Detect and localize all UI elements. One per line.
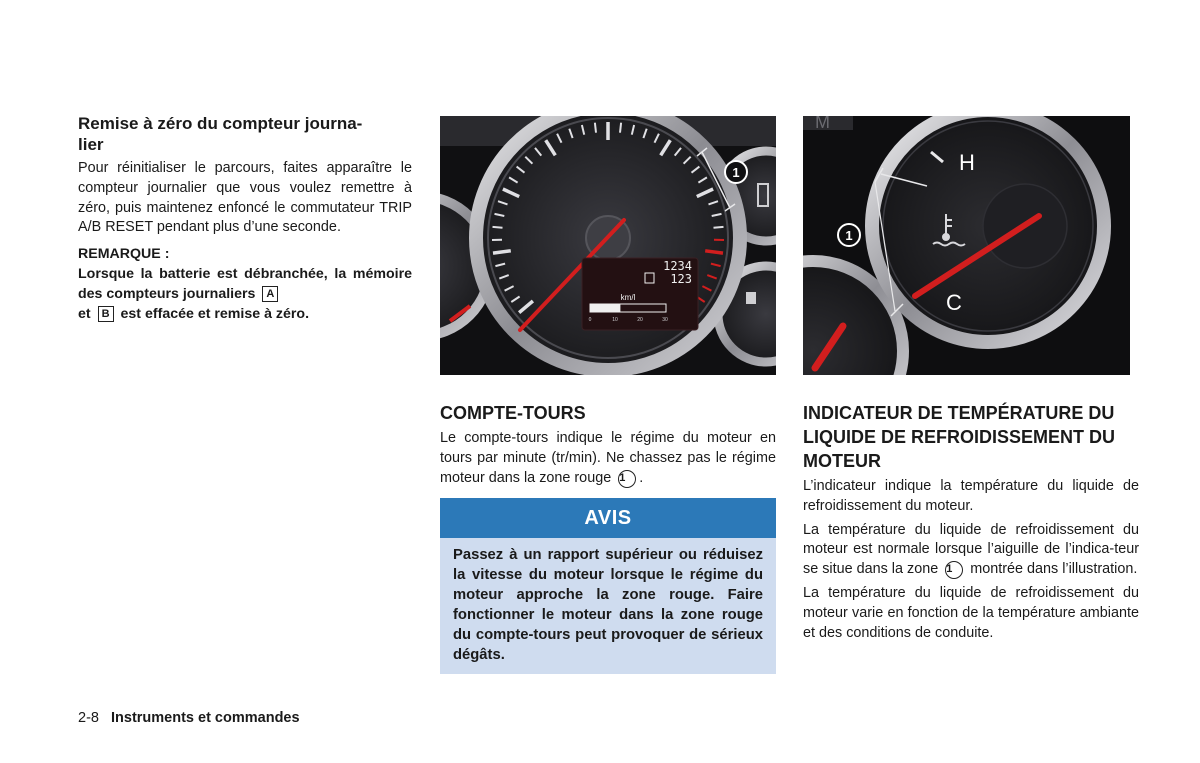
odometer-value: 1234 xyxy=(663,259,692,273)
warning-title: AVIS xyxy=(440,498,776,538)
ref-box-b: B xyxy=(98,306,114,322)
note-and: et xyxy=(78,306,91,323)
left-column xyxy=(78,113,412,324)
scale-label-10: 10 xyxy=(612,317,618,323)
temperature-gauge-illustration xyxy=(803,116,1130,375)
tachometer-text-end: . xyxy=(639,469,644,486)
scale-label-0: 0 xyxy=(588,317,592,323)
note-text-2: est effacée et remise à zéro. xyxy=(120,306,310,323)
coolant-paragraph-3: La température du liquide de refroidissement du moteur varie en fonction de la température ambiante et des conditions de conduite. xyxy=(803,584,1139,641)
trip-reset-heading-line1: Remise à zéro du compteur journa- xyxy=(78,114,363,133)
trip-reset-heading-line2: lier xyxy=(78,135,104,154)
middle-column xyxy=(440,116,776,674)
tick-mark xyxy=(705,251,723,253)
tick-mark xyxy=(493,227,503,228)
coolant-paragraph-2-end: montrée dans l’illustration. xyxy=(970,561,1138,578)
tick-mark xyxy=(493,251,511,253)
right-column xyxy=(803,116,1139,643)
note-title: REMARQUE : xyxy=(78,246,170,263)
coolant-heading: INDICATEUR DE TEMPÉRATURE DU LIQUIDE DE REFROIDISSEMENT DU MOTEUR xyxy=(803,403,1116,471)
tick-mark xyxy=(620,123,621,133)
ref-circle-1: 1 xyxy=(618,470,636,488)
scale-label-30: 30 xyxy=(662,317,668,323)
tachometer-text: Le compte-tours indique le régime du moteur en tours par minute (tr/min). Ne chassez pas le régime moteur dans la zone rouge xyxy=(440,430,776,486)
coolant-paragraph-1: L’indicateur indique la température du liquide de refroidissement du moteur. xyxy=(803,478,1139,514)
tick-mark xyxy=(714,227,724,228)
scale-label-20: 20 xyxy=(637,317,643,323)
tick-mark xyxy=(595,123,596,133)
cold-label: C xyxy=(946,290,962,315)
tachometer-paragraph xyxy=(440,429,776,488)
fuel-economy-bar-fill xyxy=(590,304,620,312)
warning-body: Passez à un rapport supérieur ou réduisez la vitesse du moteur lorsque le régime du moteur approche la zone rouge. Faire fonctionner le moteur dans la zone rouge du compte-tours peut provoquer de sérieux dégâts. xyxy=(440,538,776,674)
callout-1-label: 1 xyxy=(845,228,853,243)
tachometer-figure xyxy=(440,116,776,375)
tachometer-illustration xyxy=(440,116,776,375)
warning-box xyxy=(440,498,776,674)
trip-value: 123 xyxy=(670,272,692,286)
section-title: Instruments et commandes xyxy=(111,710,300,726)
hot-label: H xyxy=(959,150,975,175)
note-body xyxy=(78,264,412,324)
note-text-1: Lorsque la batterie est débranchée, la mémoire des compteurs journaliers xyxy=(78,266,412,303)
trip-reset-paragraph: Pour réinitialiser le parcours, faites apparaître le compteur journalier que vous voulez remettre à zéro, puis maintenez enfoncé le commutateur TRIP A/B RESET pendant plus d’une seconde. xyxy=(78,160,412,236)
ref-circle-1: 1 xyxy=(945,561,963,579)
callout-1-label: 1 xyxy=(732,165,740,180)
temperature-figure xyxy=(803,116,1130,375)
trip-reset-heading xyxy=(78,113,412,155)
ref-box-a: A xyxy=(262,286,278,302)
page-number: 2-8 xyxy=(78,710,99,726)
fuel-economy-unit: km/l xyxy=(620,293,636,302)
coolant-paragraph-2-text: La température du liquide de refroidissement du moteur est normale lorsque l’aiguille de l’indica-teur se situe dans la zone xyxy=(803,521,1139,578)
tachometer-heading: COMPTE-TOURS xyxy=(440,403,586,423)
svg-text:M: M xyxy=(815,116,830,132)
coolant-paragraph-2 xyxy=(803,521,1139,580)
page-footer xyxy=(78,710,300,726)
